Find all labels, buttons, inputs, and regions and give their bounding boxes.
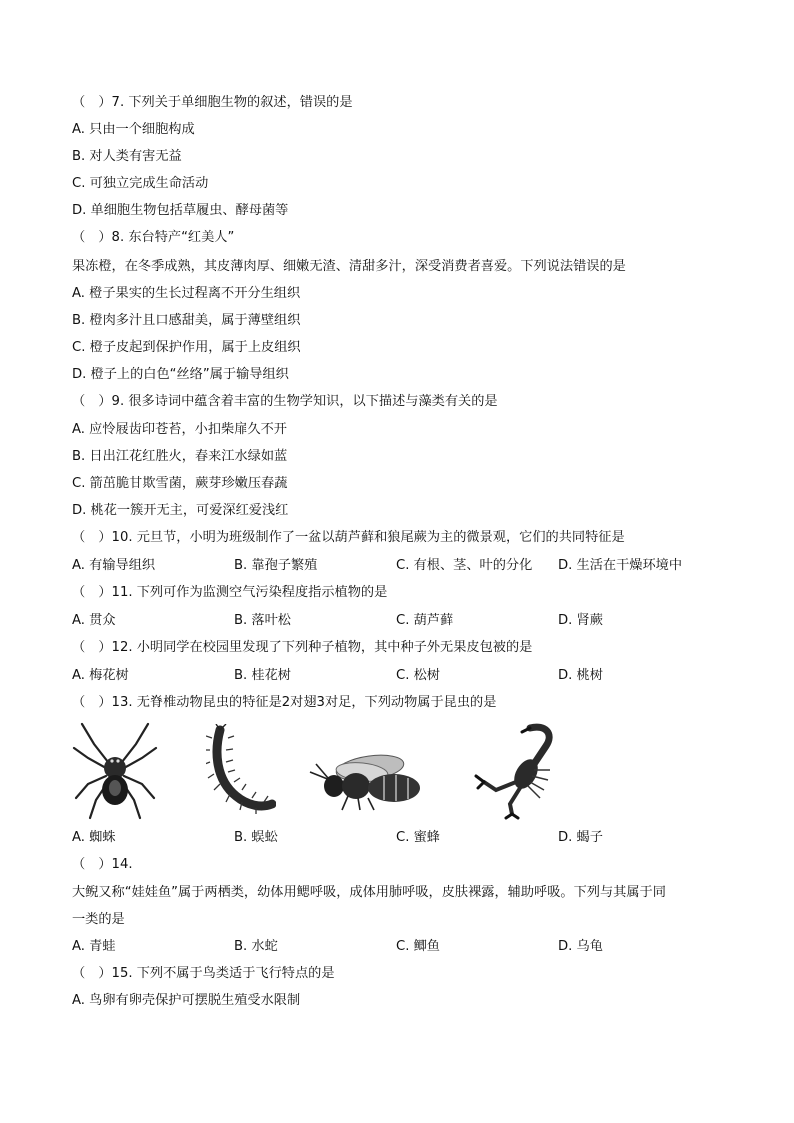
- question-12-option-b: B. 桂花树: [234, 668, 291, 683]
- question-13-option-d: D. 蝎子: [558, 830, 603, 845]
- question-9-stem: （ ）9. 很多诗词中蕴含着丰富的生物学知识，以下描述与藻类有关的是: [72, 394, 498, 409]
- question-9-option-b: B. 日出江花红胜火，春来江水绿如蓝: [72, 449, 288, 464]
- question-9-option-d: D. 桃花一簇开无主，可爱深红爱浅红: [72, 503, 289, 518]
- question-10-option-d: D. 生活在干燥环境中: [558, 558, 683, 573]
- question-12-options: [72, 667, 732, 685]
- question-7-option-a: A. 只由一个细胞构成: [72, 122, 195, 137]
- question-10-option-a: A. 有输导组织: [72, 558, 156, 573]
- question-7-option-b: B. 对人类有害无益: [72, 149, 182, 164]
- question-10-stem: （ ）10. 元旦节，小明为班级制作了一盆以葫芦藓和狼尾蕨为主的微景观，它们的共同特征是: [72, 530, 625, 545]
- question-12-option-a: A. 梅花树: [72, 668, 129, 683]
- question-14-option-c: C. 鲫鱼: [396, 939, 440, 954]
- question-7-option-c: C. 可独立完成生命活动: [72, 176, 209, 191]
- question-13-options: [72, 829, 732, 847]
- question-11-option-a: A. 贯众: [72, 613, 116, 628]
- question-14-option-d: D. 乌龟: [558, 939, 603, 954]
- question-14-options: [72, 938, 732, 956]
- question-12-option-c: C. 松树: [396, 668, 440, 683]
- question-7-option-d: D. 单细胞生物包括草履虫、酵母菌等: [72, 203, 289, 218]
- question-9-option-c: C. 箭茁脆甘欺雪菌，蕨芽珍嫩压春蔬: [72, 476, 288, 491]
- question-15-stem: （ ）15. 下列不属于鸟类适于飞行特点的是: [72, 966, 335, 981]
- question-11-options: [72, 612, 732, 630]
- question-7-stem: （ ）7. 下列关于单细胞生物的叙述，错误的是: [72, 95, 353, 110]
- question-11-option-d: D. 肾蕨: [558, 613, 603, 628]
- question-14-stem-end: 一类的是: [72, 912, 125, 927]
- question-8-option-c: C. 橙子皮起到保护作用，属于上皮组织: [72, 340, 301, 355]
- question-13-option-b: B. 蜈蚣: [234, 830, 278, 845]
- question-8-option-a: A. 橙子果实的生长过程离不开分生组织: [72, 286, 301, 301]
- scorpion-icon: [472, 720, 570, 820]
- question-8-option-d: D. 橙子上的白色“丝络”属于输导组织: [72, 367, 289, 382]
- question-14-stem: （ ）14.: [72, 857, 133, 872]
- question-14-stem-continued: 大鲵又称“娃娃鱼”属于两栖类，幼体用鳃呼吸，成体用肺呼吸，皮肤裸露，辅助呼吸。下列与其属于同: [72, 885, 666, 900]
- question-12-stem: （ ）12. 小明同学在校园里发现了下列种子植物，其中种子外无果皮包被的是: [72, 640, 533, 655]
- question-13-option-c: C. 蜜蜂: [396, 830, 440, 845]
- question-9-option-a: A. 应怜屐齿印苍苔，小扣柴扉久不开: [72, 422, 287, 437]
- question-14-option-a: A. 青蛙: [72, 939, 116, 954]
- question-13-stem: （ ）13. 无脊椎动物昆虫的特征是2对翅3对足，下列动物属于昆虫的是: [72, 695, 497, 710]
- question-10-option-c: C. 有根、茎、叶的分化: [396, 558, 533, 573]
- question-13-pictures: [72, 718, 632, 823]
- question-11-option-b: B. 落叶松: [234, 613, 291, 628]
- question-11-option-c: C. 葫芦藓: [396, 613, 454, 628]
- spider-icon: [72, 718, 158, 822]
- question-10-option-b: B. 靠孢子繁殖: [234, 558, 318, 573]
- question-8-option-b: B. 橙肉多汁且口感甜美，属于薄壁组织: [72, 313, 301, 328]
- question-8-stem: （ ）8. 东台特产“红美人”: [72, 230, 235, 245]
- question-11-stem: （ ）11. 下列可作为监测空气污染程度指示植物的是: [72, 585, 388, 600]
- question-12-option-d: D. 桃树: [558, 668, 603, 683]
- bee-icon: [308, 750, 434, 812]
- question-13-option-a: A. 蜘蛛: [72, 830, 116, 845]
- question-10-options: [72, 557, 732, 575]
- question-15-option-a: A. 鸟卵有卵壳保护可摆脱生殖受水限制: [72, 993, 301, 1008]
- question-8-stem-continued: 果冻橙，在冬季成熟，其皮薄肉厚、细嫩无渣、清甜多汁，深受消费者喜爱。下列说法错误的是: [72, 259, 626, 274]
- centipede-icon: [206, 724, 276, 816]
- question-14-option-b: B. 水蛇: [234, 939, 278, 954]
